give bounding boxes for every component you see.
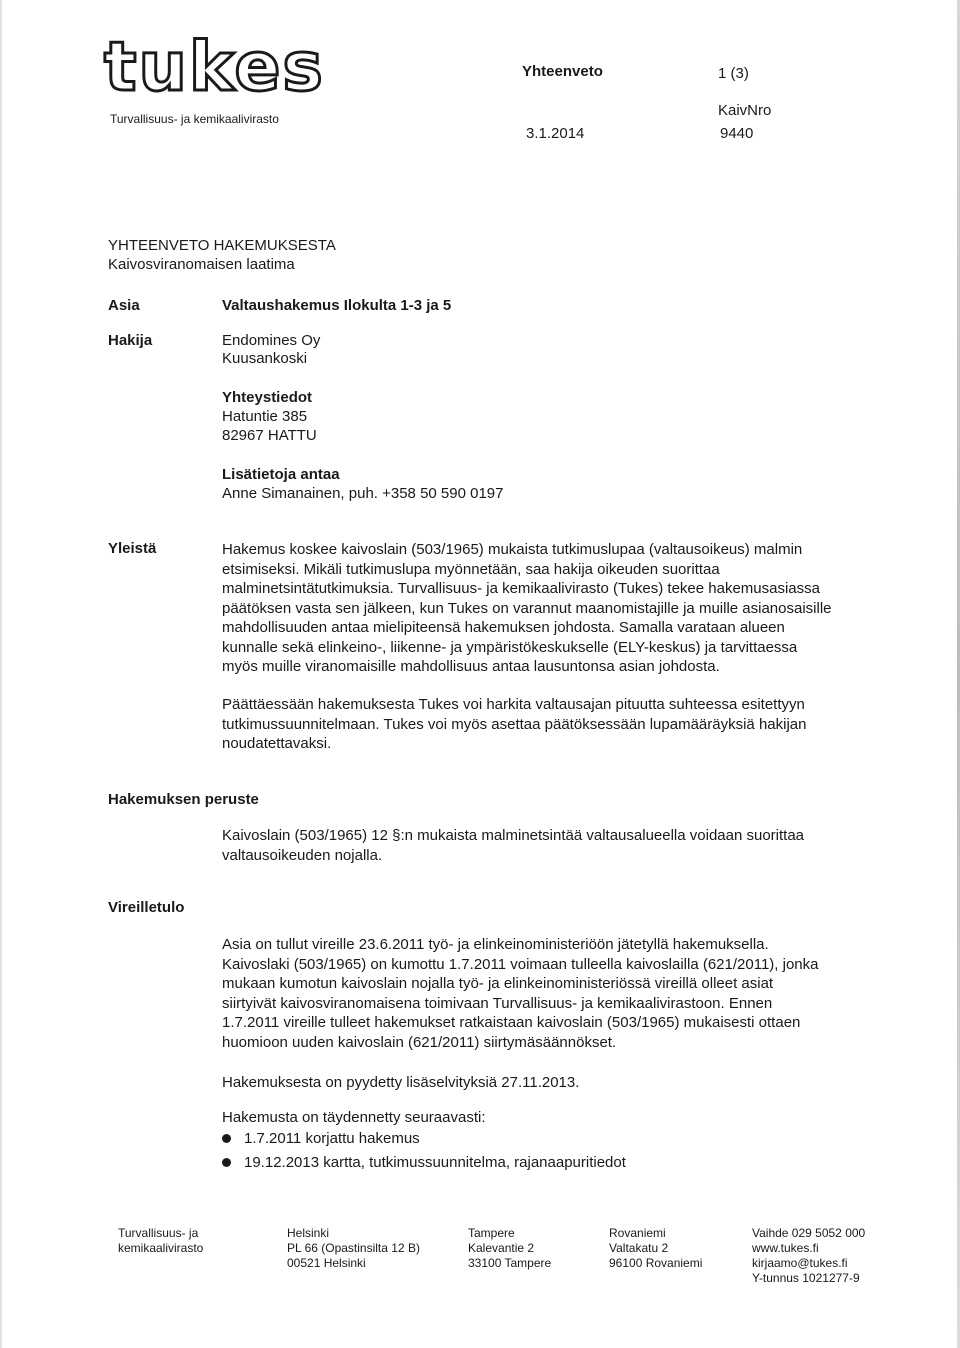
bullet-item: [222, 1129, 420, 1149]
text-line: 1.7.2011 vireille tulleet hakemukset ratkaistaan kaivoslain (503/1965) mukaisesti ottaen: [222, 1014, 801, 1031]
text-line: siirtyivät kaivosviranomaisena toimivaan Turvallisuus- ja kemikaalivirastoon. Ennen: [222, 994, 773, 1012]
asia-label: Asia: [108, 297, 140, 314]
text-line: myös muille viranomaisille mahdollisuus antaa lausuntonsa asian johdosta.: [222, 658, 720, 675]
footer-org-line: Turvallisuus- ja: [118, 1226, 199, 1240]
peruste-label: Hakemuksen peruste: [108, 791, 259, 808]
text-line: kunnalle sekä elinkeino-, liikenne- ja ympäristökeskukselle (ELY-keskus) ja tarvittaessa: [222, 638, 798, 656]
document-title: YHTEENVETO HAKEMUKSESTA: [108, 237, 336, 254]
footer-line: Valtakatu 2: [609, 1241, 669, 1255]
info-heading: Lisätietoja antaa: [222, 466, 340, 483]
yleista-paragraph-2: [222, 695, 902, 754]
text-line: malminetsintätutkimuksia. Turvallisuus- ja kemikaalivirasto (Tukes) tekee hakemusasiassa: [222, 580, 820, 597]
footer-line: Kalevantie 2: [468, 1241, 535, 1255]
doc-type: Yhteenveto: [522, 63, 603, 80]
footer-org-line: kemikaalivirasto: [118, 1241, 204, 1255]
vireilletulo-label: Vireilletulo: [108, 899, 185, 916]
footer-business-id: Y-tunnus 1021277-9: [752, 1271, 860, 1285]
footer-website-link[interactable]: www.tukes.fi: [752, 1241, 819, 1255]
footer-line: Rovaniemi: [609, 1226, 666, 1240]
document-subtitle: Kaivosviranomaisen laatima: [108, 256, 295, 273]
hakija-label: Hakija: [108, 332, 153, 349]
footer-line: Tampere: [468, 1226, 515, 1240]
yleista-paragraph-1: [222, 540, 902, 677]
asia-value: Valtaushakemus Ilokulta 1-3 ja 5: [222, 297, 452, 314]
bullet-icon: [222, 1134, 231, 1143]
scan-edge-left: [0, 0, 2, 1348]
text-line: Hakemus koskee kaivoslain (503/1965) mukaista tutkimuslupaa (valtausoikeus) malmin: [222, 541, 803, 558]
contact-address2: 82967 HATTU: [222, 427, 317, 444]
text-line: mukaan kumotun kaivoslain nojalla työ- ja elinkeinoministeriössä vireillä olleet asiat: [222, 975, 774, 992]
doc-date: 3.1.2014: [526, 125, 585, 142]
bullet-icon: [222, 1158, 231, 1167]
text-line: noudatettavaksi.: [222, 735, 332, 752]
info-value: Anne Simanainen, puh. +358 50 590 0197: [222, 485, 504, 502]
footer-phone: Vaihde 029 5052 000: [752, 1226, 866, 1240]
page-number: 1 (3): [718, 65, 749, 82]
footer-line: PL 66 (Opastinsilta 12 B): [287, 1241, 420, 1255]
kaivnro-label: KaivNro: [718, 102, 772, 119]
text-line: päätöksen vasta sen jälkeen, kun Tukes on varannut maanomistajille ja muille asianosaisille: [222, 599, 832, 617]
bullet-text: 19.12.2013 kartta, tutkimussuunnitelma, rajanaapuritiedot: [244, 1154, 626, 1171]
text-line: huomioon uuden kaivoslain (621/2011) siirtymäsäännökset.: [222, 1033, 617, 1051]
footer-line: 33100 Tampere: [468, 1256, 552, 1270]
footer-org: [118, 1226, 203, 1256]
supplemented-heading: Hakemusta on täydennetty seuraavasti:: [222, 1109, 486, 1126]
text-line: Kaivoslaki (503/1965) on kumottu 1.7.2011 voimaan tulleella kaivoslailla (621/2011), jonka: [222, 955, 819, 973]
tukes-logo: tukes: [104, 28, 325, 107]
footer-contact: [752, 1226, 865, 1286]
text-line: valtausoikeuden nojalla.: [222, 846, 383, 864]
kaivnro-value: 9440: [720, 125, 754, 142]
footer-email-link[interactable]: kirjaamo@tukes.fi: [752, 1256, 848, 1270]
text-line: Kaivoslain (503/1965) 12 §:n mukaista malminetsintää valtausalueella voidaan suorittaa: [222, 827, 805, 844]
footer-line: 00521 Helsinki: [287, 1256, 366, 1270]
vireilletulo-paragraph: [222, 935, 912, 1052]
text-line: Asia on tullut vireille 23.6.2011 työ- ja elinkeinoministeriöön jätetyllä hakemuksella.: [222, 936, 769, 953]
text-line: mahdollisuuden antaa mielipiteensä hakemuksen johdosta. Samalla varataan alueen: [222, 619, 785, 636]
text-line: Päättäessään hakemuksesta Tukes voi harkita valtausajan pituutta suhteessa esitettyyn: [222, 696, 805, 713]
peruste-paragraph: [222, 826, 902, 865]
logo-subtitle: Turvallisuus- ja kemikaalivirasto: [110, 112, 279, 126]
hakija-company: Endomines Oy: [222, 332, 321, 349]
hakija-city: Kuusankoski: [222, 350, 308, 367]
yleista-label: Yleistä: [108, 540, 157, 557]
footer-helsinki: [287, 1226, 420, 1271]
bullet-text: 1.7.2011 korjattu hakemus: [244, 1130, 420, 1147]
text-line: tutkimussuunnitelmaan. Tukes voi myös asettaa päätöksessään lupamääräyksiä hakijan: [222, 715, 807, 733]
text-line: etsimiseksi. Mikäli tutkimuslupa myönnetään, saa hakija oikeuden suorittaa: [222, 560, 720, 578]
contact-address1: Hatuntie 385: [222, 408, 308, 425]
footer-rovaniemi: [609, 1226, 702, 1271]
footer-tampere: [468, 1226, 551, 1271]
additional-info: Hakemuksesta on pyydetty lisäselvityksiä 27.11.2013.: [222, 1074, 580, 1091]
footer-line: Helsinki: [287, 1226, 330, 1240]
contact-heading: Yhteystiedot: [222, 389, 313, 406]
footer-line: 96100 Rovaniemi: [609, 1256, 703, 1270]
bullet-item: [222, 1153, 626, 1173]
